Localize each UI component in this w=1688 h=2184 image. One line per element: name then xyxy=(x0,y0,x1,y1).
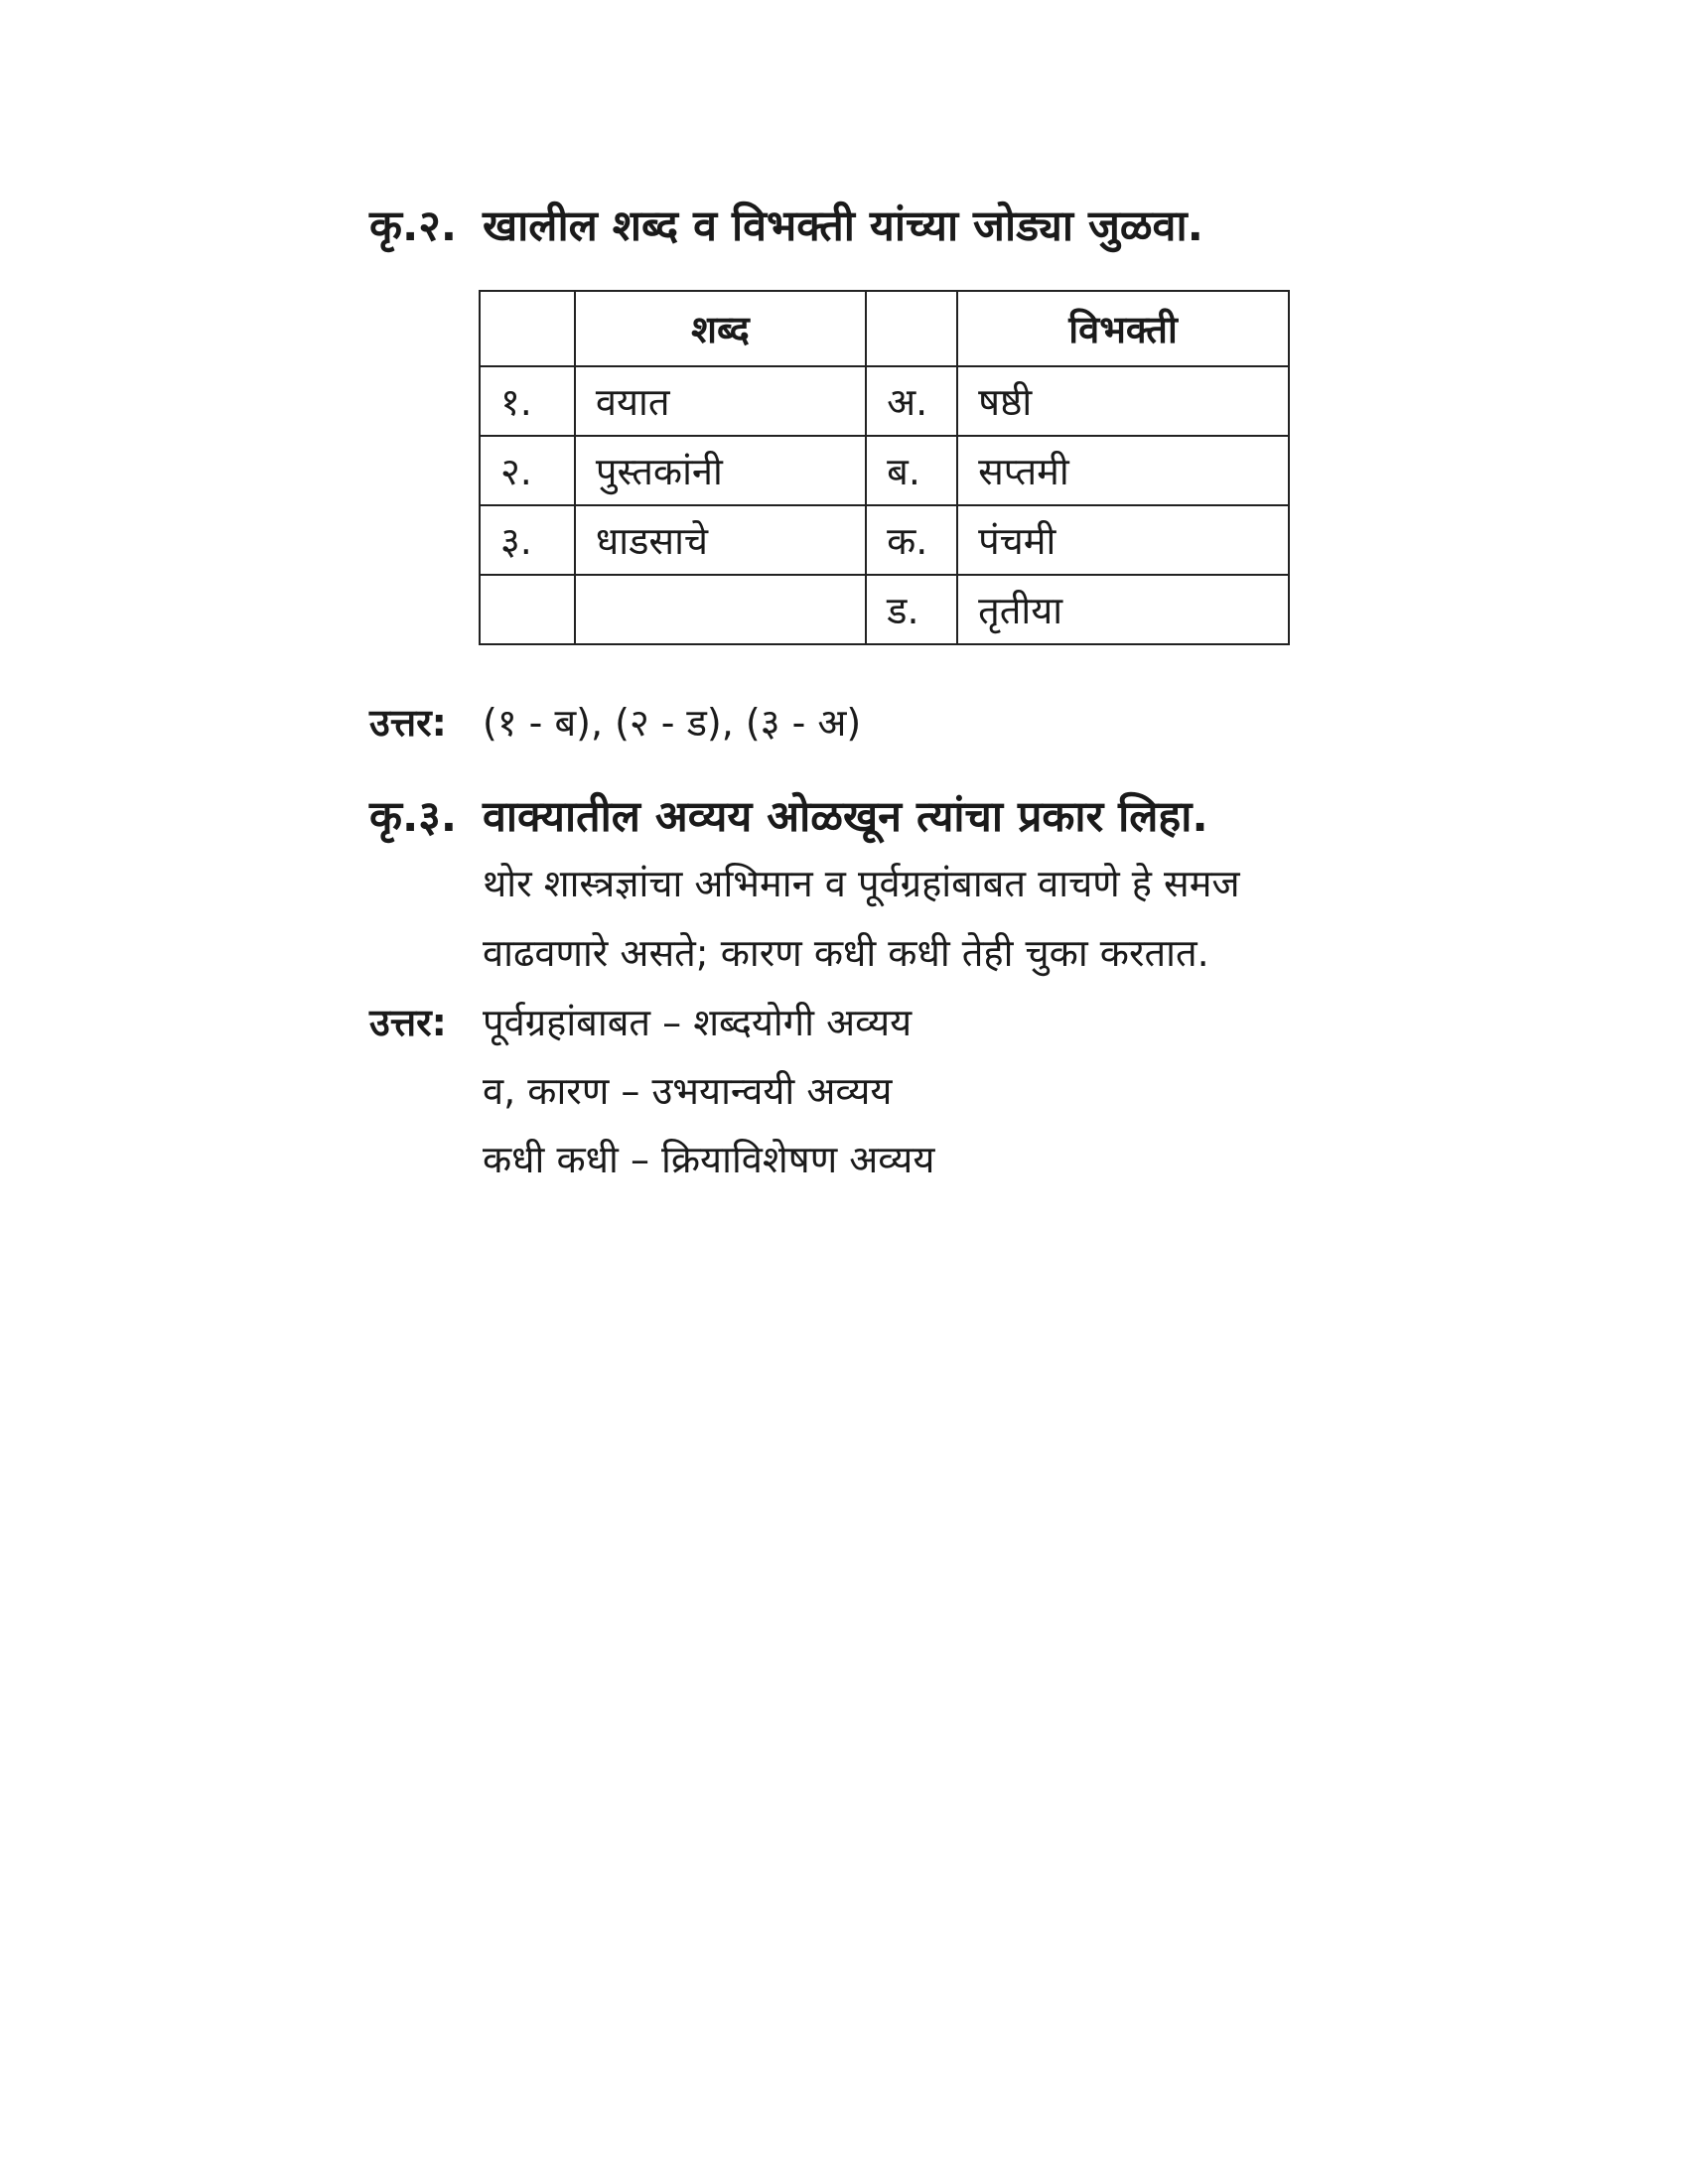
table-cell: अ. xyxy=(866,366,957,436)
question-3-heading xyxy=(369,787,1208,847)
answer-text: (१ - ब), (२ - ड), (३ - अ) xyxy=(483,701,862,745)
table-cell: ब. xyxy=(866,436,957,505)
table-cell: वयात xyxy=(575,366,866,436)
table-cell: सप्तमी xyxy=(957,436,1289,505)
table-cell: षष्ठी xyxy=(957,366,1289,436)
table-row xyxy=(480,505,1289,575)
table-row xyxy=(480,366,1289,436)
answer-label: उत्तर: xyxy=(369,1001,447,1044)
question-3-sentence-line-1: थोर शास्त्रज्ञांचा अभिमान व पूर्वग्रहांबाबत वाचणे हे समज xyxy=(483,862,1240,905)
table-cell: ड. xyxy=(866,575,957,644)
answer-text: पूर्वग्रहांबाबत – शब्दयोगी अव्यय xyxy=(483,1001,913,1044)
question-3-sentence-line-2: वाढवणारे असते; कारण कधी कधी तेही चुका करतात. xyxy=(483,931,1209,975)
table-cell: क. xyxy=(866,505,957,575)
answer-label: उत्तर: xyxy=(369,701,447,745)
table-header-row xyxy=(480,291,1289,366)
table-row xyxy=(480,575,1289,644)
question-3-answer xyxy=(369,995,912,1050)
table-header-cell xyxy=(866,291,957,366)
table-header-cell: शब्द xyxy=(575,291,866,366)
matching-table xyxy=(479,290,1290,645)
question-2-heading xyxy=(369,197,1203,256)
table-cell: २. xyxy=(480,436,575,505)
table-header-cell xyxy=(480,291,575,366)
table-cell: ३. xyxy=(480,505,575,575)
table-cell xyxy=(480,575,575,644)
question-3-answer-line-2: व, कारण – उभयान्वयी अव्यय xyxy=(483,1069,893,1113)
question-2-number: कृ.२. xyxy=(369,202,458,251)
table-cell: १. xyxy=(480,366,575,436)
question-2-title: खालील शब्द व विभक्ती यांच्या जोड्या जुळवा. xyxy=(483,202,1203,251)
table-header-cell: विभक्ती xyxy=(957,291,1289,366)
question-3-number: कृ.३. xyxy=(369,792,458,842)
table-row xyxy=(480,436,1289,505)
table-cell: धाडसाचे xyxy=(575,505,866,575)
question-3-title: वाक्यातील अव्यय ओळखून त्यांचा प्रकार लिहा. xyxy=(483,792,1208,842)
table-cell: पुस्तकांनी xyxy=(575,436,866,505)
question-2-answer xyxy=(369,695,861,751)
question-3-answer-line-3: कधी कधी – क्रियाविशेषण अव्यय xyxy=(483,1138,935,1181)
table-cell xyxy=(575,575,866,644)
table-cell: तृतीया xyxy=(957,575,1289,644)
table-cell: पंचमी xyxy=(957,505,1289,575)
